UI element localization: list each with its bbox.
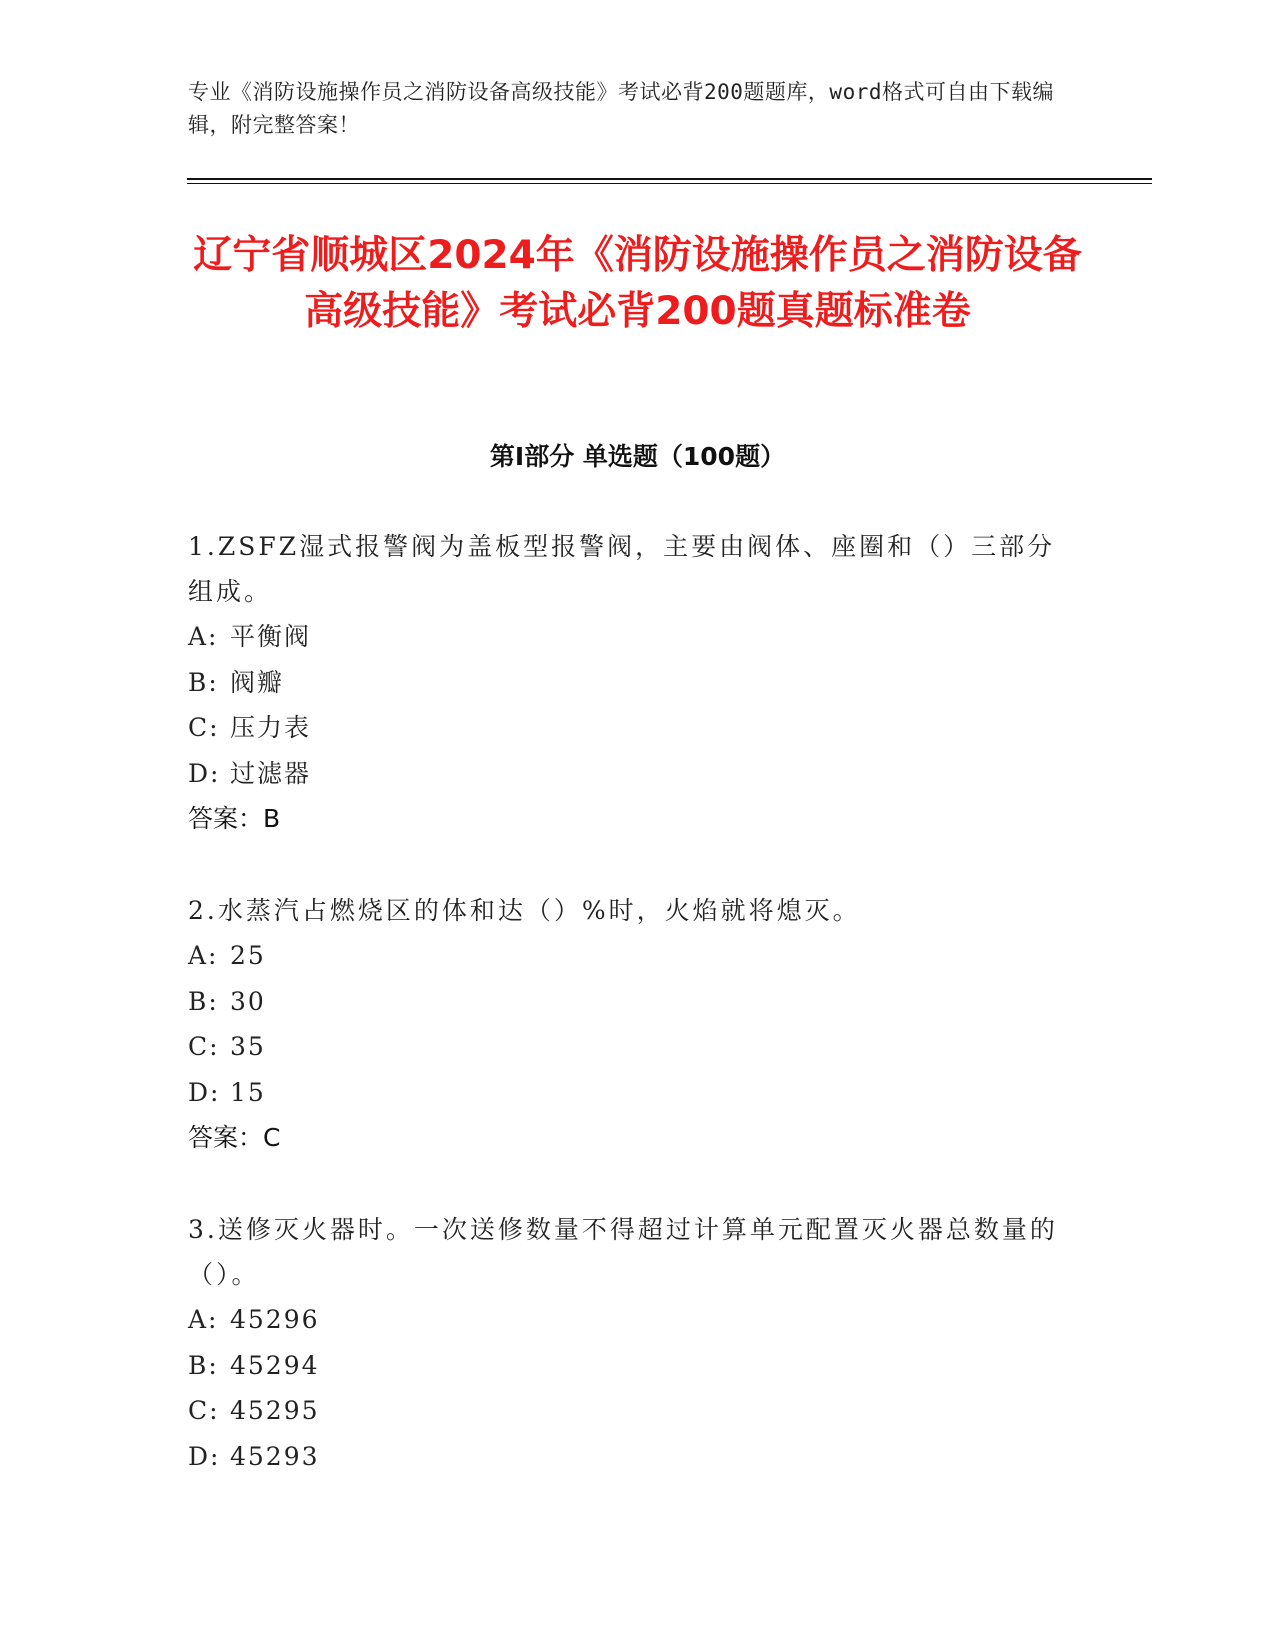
question-stem: 3.送修灭火器时。一次送修数量不得超过计算单元配置灭火器总数量的（）。 bbox=[188, 1215, 1058, 1289]
question-option-a bbox=[188, 933, 1068, 979]
option-key: A: bbox=[188, 622, 219, 651]
question-option-b bbox=[188, 660, 1068, 706]
option-key: C: bbox=[188, 1032, 220, 1061]
option-text: 45293 bbox=[230, 1441, 320, 1471]
question-option-c bbox=[188, 705, 1068, 751]
option-key: B: bbox=[188, 667, 219, 697]
option-text: 15 bbox=[230, 1077, 266, 1107]
option-key: A: bbox=[188, 941, 219, 970]
option-text: 45296 bbox=[230, 1305, 320, 1334]
option-key: B: bbox=[188, 986, 219, 1016]
option-text: 25 bbox=[230, 941, 266, 970]
option-key: D: bbox=[188, 1441, 221, 1471]
document-title: 辽宁省顺城区2024年《消防设施操作员之消防设备高级技能》考试必背200题真题标准卷 bbox=[193, 233, 1082, 334]
section-title: 第I部分 单选题（100题） bbox=[489, 442, 786, 471]
option-text: 35 bbox=[230, 1032, 266, 1061]
option-key: C: bbox=[188, 1396, 220, 1425]
option-text: 过滤器 bbox=[230, 758, 312, 788]
question-option-c bbox=[188, 1388, 1068, 1434]
question-option-d bbox=[188, 751, 1068, 797]
question-option-a bbox=[188, 614, 1068, 660]
option-text: 阀瓣 bbox=[230, 667, 285, 697]
option-text: 45295 bbox=[230, 1396, 320, 1425]
question-option-d bbox=[188, 1434, 1068, 1480]
question-option-d bbox=[188, 1070, 1068, 1116]
option-key: D: bbox=[188, 758, 221, 788]
question-answer: 答案：B bbox=[188, 804, 281, 833]
option-text: 30 bbox=[230, 986, 266, 1016]
question-answer: 答案：C bbox=[188, 1123, 281, 1152]
question-option-b bbox=[188, 1343, 1068, 1389]
option-text: 45294 bbox=[230, 1350, 320, 1380]
question-item bbox=[188, 888, 1068, 1160]
question-item bbox=[188, 1207, 1068, 1479]
option-key: D: bbox=[188, 1077, 221, 1107]
header-divider-thick bbox=[187, 178, 1152, 180]
option-text: 压力表 bbox=[230, 713, 312, 742]
header-divider-thin bbox=[187, 183, 1152, 184]
option-key: C: bbox=[188, 713, 220, 742]
option-key: B: bbox=[188, 1350, 219, 1380]
question-item bbox=[188, 524, 1068, 841]
question-option-c bbox=[188, 1024, 1068, 1070]
question-option-a bbox=[188, 1297, 1068, 1343]
option-text: 平衡阀 bbox=[230, 622, 312, 651]
question-list bbox=[188, 524, 1068, 1526]
question-stem: 2.水蒸汽占燃烧区的体和达（）%时，火焰就将熄灭。 bbox=[188, 896, 861, 925]
header-note: 专业《消防设施操作员之消防设备高级技能》考试必背200题题库，word格式可自由下载编辑，附完整答案！ bbox=[188, 80, 1054, 137]
option-key: A: bbox=[188, 1305, 219, 1334]
question-option-b bbox=[188, 979, 1068, 1025]
question-stem: 1.ZSFZ湿式报警阀为盖板型报警阀，主要由阀体、座圈和（）三部分组成。 bbox=[188, 532, 1056, 606]
